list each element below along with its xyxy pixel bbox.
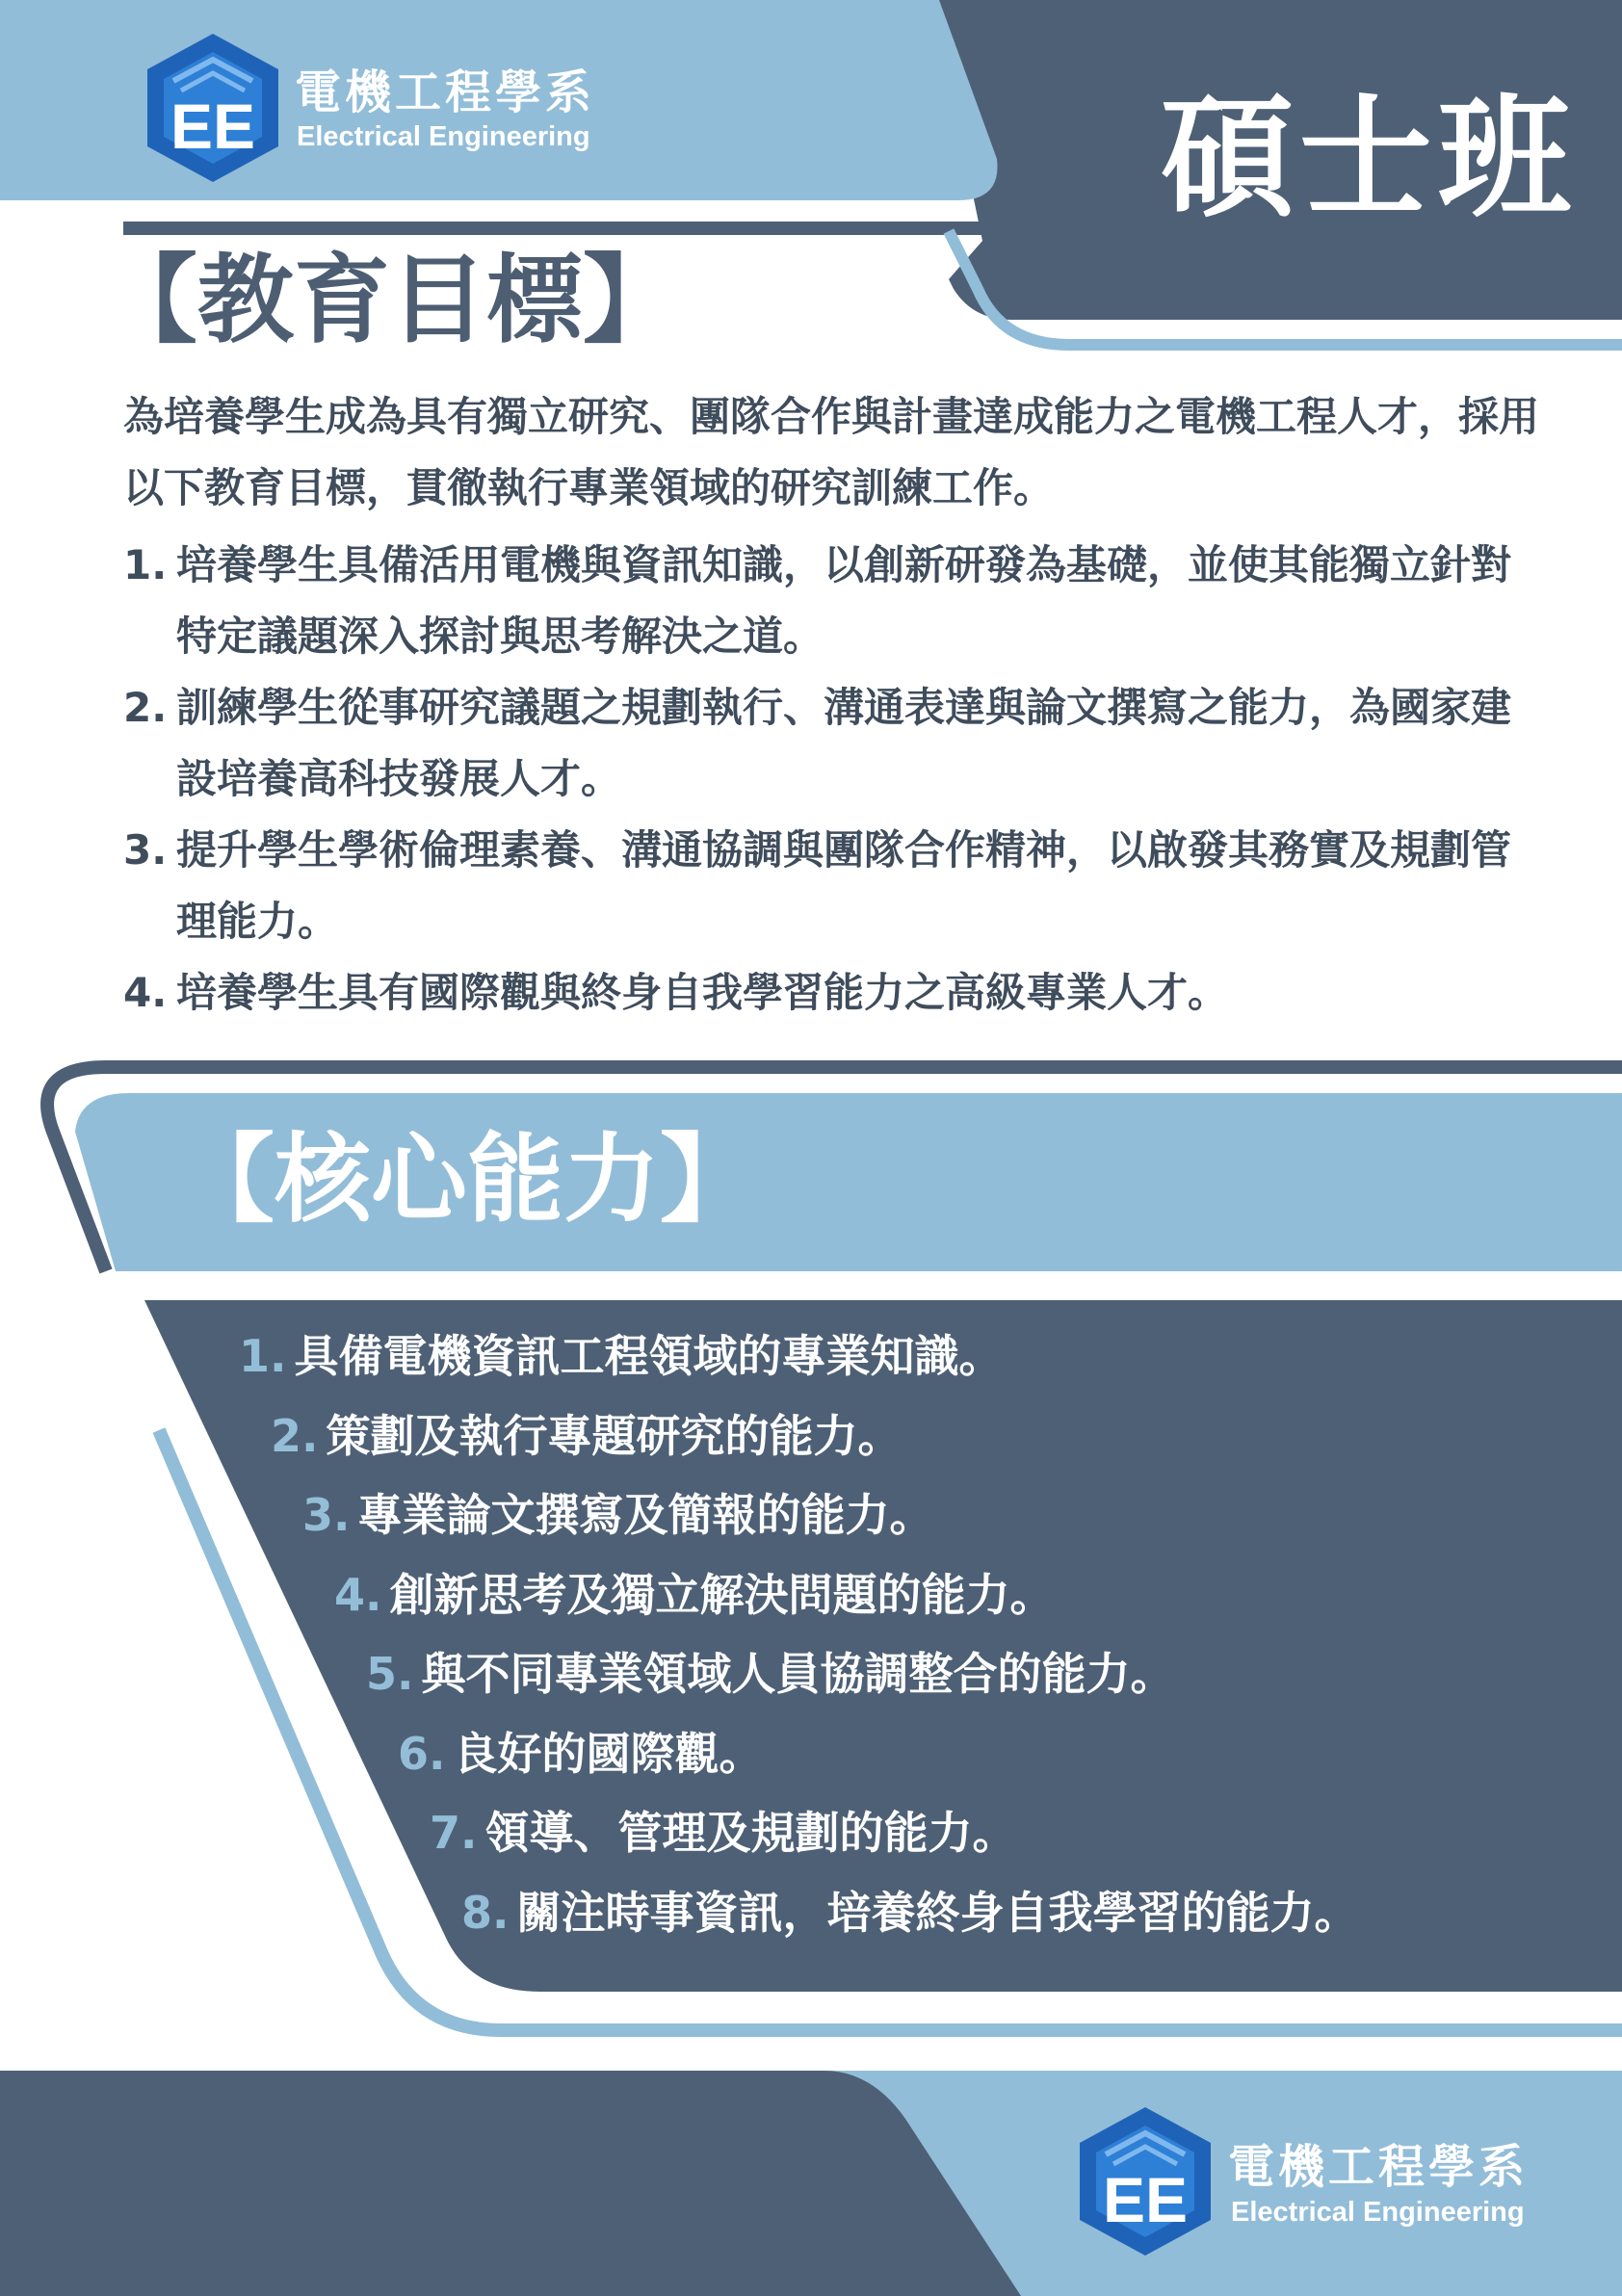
- education-goal-item: [123, 530, 1539, 672]
- svg-text:EE: EE: [170, 91, 256, 162]
- core-competency-number: 8.: [461, 1886, 510, 1939]
- core-competency-text: 良好的國際觀。: [453, 1727, 764, 1780]
- core-competency-item: [239, 1330, 1004, 1382]
- education-goals-heading: 【教育目標】: [101, 244, 679, 356]
- core-competency-item: [302, 1489, 934, 1541]
- core-competency-item: [334, 1568, 1055, 1621]
- education-goal-text: 提升學生學術倫理素養、溝通協調與團隊合作精神，以啟發其務實及規劃管理能力。: [176, 826, 1512, 945]
- core-competency-text: 創新思考及獨立解決問題的能力。: [389, 1568, 1055, 1621]
- core-competency-number: 3.: [302, 1489, 351, 1541]
- core-competency-number: 6.: [398, 1727, 446, 1780]
- education-goal-item: [123, 815, 1539, 957]
- core-competency-item: [398, 1727, 764, 1780]
- department-name-en: Electrical Engineering: [297, 121, 590, 152]
- footer-department-name-en: Electrical Engineering: [1231, 2197, 1525, 2228]
- core-competency-number: 5.: [366, 1648, 414, 1700]
- education-goal-number: 2.: [123, 684, 168, 731]
- department-name: 電機工程學系: [295, 65, 596, 119]
- header-underline: [123, 222, 990, 235]
- education-goal-number: 1.: [123, 541, 168, 588]
- core-competency-text: 專業論文撰寫及簡報的能力。: [357, 1489, 934, 1541]
- education-goal-text: 訓練學生從事研究議題之規劃執行、溝通表達與論文撰寫之能力，為國家建設培養高科技發展人才。: [176, 684, 1512, 802]
- education-goal-item: [123, 957, 1539, 1029]
- footer-ee-logo-icon: [1077, 2104, 1214, 2258]
- svg-text:EE: EE: [1102, 2164, 1189, 2235]
- core-competency-number: 2.: [271, 1409, 319, 1462]
- core-competency-text: 策劃及執行專題研究的能力。: [326, 1409, 903, 1462]
- education-goal-text: 培養學生具備活用電機與資訊知識，以創新研發為基礎，並使其能獨立針對特定議題深入探討與思考解決之道。: [176, 541, 1512, 660]
- core-competency-number: 4.: [334, 1568, 382, 1621]
- core-competency-number: 7.: [430, 1807, 478, 1859]
- core-competency-text: 關注時事資訊，培養終身自我學習的能力。: [516, 1886, 1359, 1939]
- education-goal-number: 4.: [123, 969, 168, 1016]
- footer-dark-panel: [0, 2071, 1021, 2296]
- education-goal-number: 3.: [123, 826, 168, 874]
- core-competency-number: 1.: [239, 1330, 287, 1382]
- core-competency-item: [271, 1409, 903, 1462]
- ee-logo-icon: [144, 31, 281, 185]
- education-goal-text: 培養學生具有國際觀與終身自我學習能力之高級專業人才。: [176, 969, 1229, 1016]
- education-goals-intro: 為培養學生成為具有獨立研究、團隊合作與計畫達成能力之電機工程人才，採用以下教育目標，貫徹執行專業領域的研究訓練工作。: [123, 393, 1540, 511]
- core-competency-text: 與不同專業領域人員協調整合的能力。: [421, 1648, 1175, 1700]
- education-goals-list: [123, 530, 1539, 1029]
- core-competency-item: [366, 1648, 1175, 1700]
- education-goals-section: [123, 381, 1539, 1029]
- core-competencies-heading: 【核心能力】: [178, 1123, 756, 1236]
- core-competency-text: 具備電機資訊工程領域的專業知識。: [294, 1330, 1004, 1382]
- core-competency-text: 領導、管理及規劃的能力。: [484, 1807, 1017, 1859]
- footer-department-name: 電機工程學系: [1228, 2140, 1530, 2194]
- core-competency-item: [430, 1807, 1017, 1859]
- core-competency-item: [461, 1886, 1359, 1939]
- education-goal-item: [123, 672, 1539, 815]
- degree-title: 碩士班: [1161, 81, 1578, 236]
